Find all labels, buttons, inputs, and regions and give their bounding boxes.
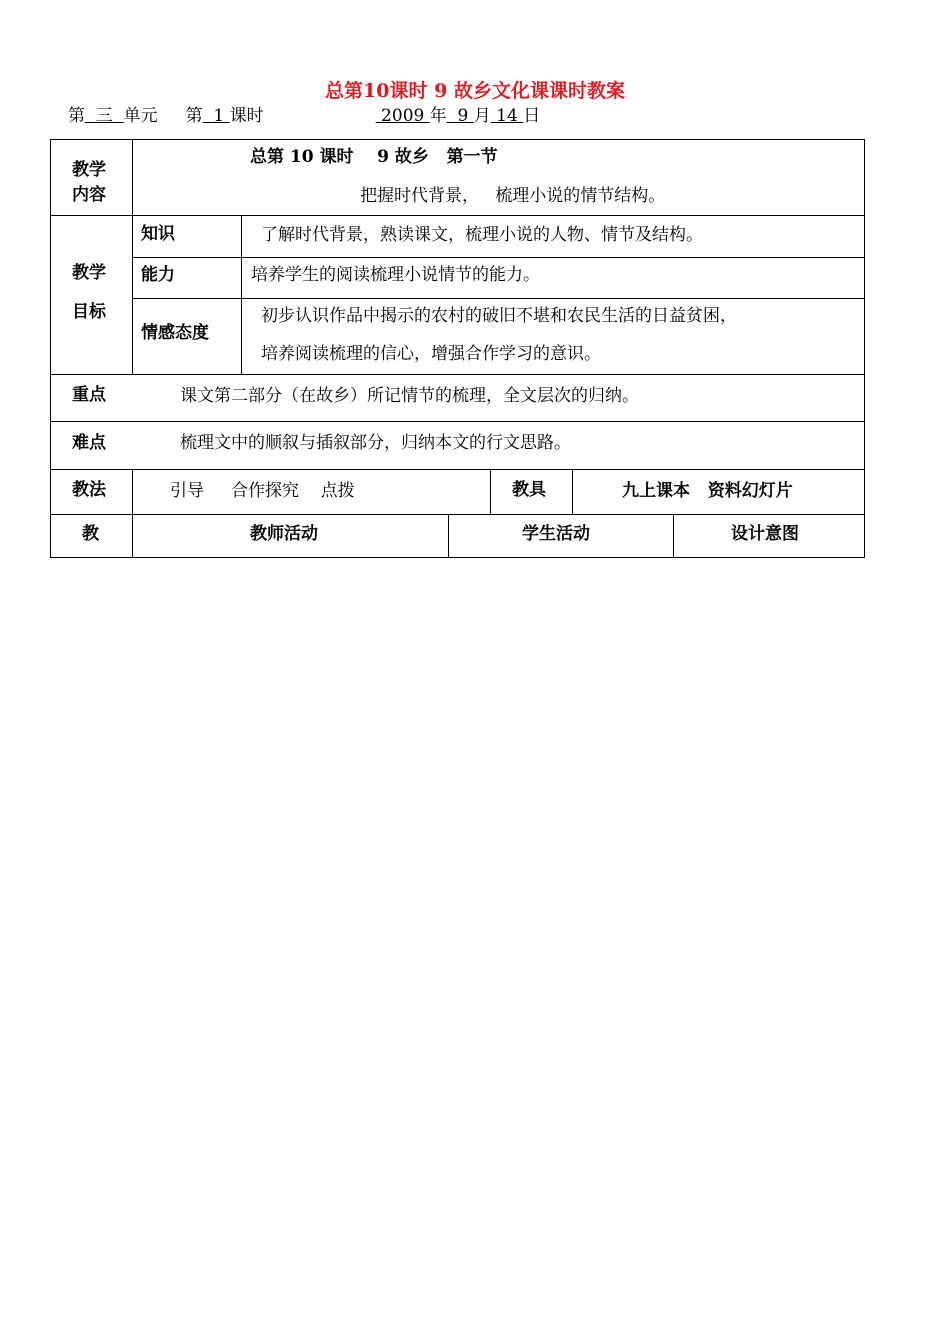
table-rule bbox=[241, 215, 242, 375]
table-rule bbox=[132, 469, 133, 558]
student-activity-header: 学生活动 bbox=[522, 524, 590, 544]
teacher-activity-header: 教师活动 bbox=[250, 524, 318, 544]
difficulty-text: 梳理文中的顺叙与插叙部分，归纳本文的行文思路。 bbox=[180, 433, 571, 453]
unit-suffix: 单元 bbox=[123, 106, 158, 126]
difficulty-label: 难点 bbox=[72, 433, 106, 453]
unit-value: 三 bbox=[85, 106, 124, 126]
table-rule bbox=[50, 557, 865, 558]
emotion-label: 情感态度 bbox=[141, 323, 209, 343]
method-label: 教法 bbox=[72, 480, 106, 500]
lesson-suffix: 课时 bbox=[229, 106, 264, 126]
tools-text: 九上课本 资料幻灯片 bbox=[622, 481, 793, 501]
table-rule bbox=[50, 469, 865, 470]
goals-label-line1: 教学 bbox=[72, 263, 106, 283]
key-point-text: 课文第二部分（在故乡）所记情节的梳理，全文层次的归纳。 bbox=[180, 386, 639, 406]
day-value: 14 bbox=[490, 106, 524, 126]
table-rule bbox=[448, 514, 449, 558]
table-rule bbox=[490, 469, 491, 515]
knowledge-label: 知识 bbox=[141, 224, 175, 244]
table-rule bbox=[50, 139, 51, 558]
emotion-text-line1: 初步认识作品中揭示的农村的破旧不堪和农民生活的日益贫困， bbox=[261, 306, 737, 326]
content-text: 把握时代背景， 梳理小说的情节结构。 bbox=[360, 186, 666, 206]
month-value: 9 bbox=[446, 106, 474, 126]
table-rule bbox=[50, 374, 865, 375]
lesson-meta-line bbox=[68, 101, 540, 126]
content-label-line1: 教学 bbox=[72, 160, 106, 180]
ability-label: 能力 bbox=[141, 265, 175, 285]
table-rule bbox=[864, 139, 865, 558]
tools-label: 教具 bbox=[512, 480, 546, 500]
knowledge-text: 了解时代背景，熟读课文，梳理小说的人物、情节及结构。 bbox=[261, 225, 703, 245]
design-intent-header: 设计意图 bbox=[731, 524, 799, 544]
unit-prefix: 第 bbox=[68, 106, 85, 126]
key-point-label: 重点 bbox=[72, 385, 106, 405]
emotion-text-line2: 培养阅读梳理的信心，增强合作学习的意识。 bbox=[261, 344, 601, 364]
day-label: 日 bbox=[523, 106, 541, 126]
table-rule bbox=[50, 215, 865, 216]
content-label-line2: 内容 bbox=[72, 185, 106, 205]
table-rule bbox=[673, 514, 674, 558]
content-heading: 总第 10 课时 9 故乡 第一节 bbox=[250, 147, 498, 167]
table-rule bbox=[572, 469, 573, 515]
table-rule bbox=[50, 139, 865, 140]
lesson-value: 1 bbox=[202, 106, 230, 126]
method-text: 引导 合作探究 点拨 bbox=[170, 481, 355, 501]
process-label: 教 bbox=[82, 524, 99, 544]
month-label: 月 bbox=[473, 106, 491, 126]
document-title: 总第10课时 9 故乡文化课课时教案 bbox=[325, 80, 625, 102]
lesson-prefix: 第 bbox=[185, 106, 203, 126]
ability-text: 培养学生的阅读梳理小说情节的能力。 bbox=[251, 265, 540, 285]
year-value: 2009 bbox=[375, 106, 430, 126]
table-rule bbox=[50, 421, 865, 422]
year-label: 年 bbox=[429, 106, 447, 126]
table-rule bbox=[132, 139, 133, 375]
goals-label-line2: 目标 bbox=[72, 302, 106, 322]
table-rule bbox=[50, 514, 865, 515]
